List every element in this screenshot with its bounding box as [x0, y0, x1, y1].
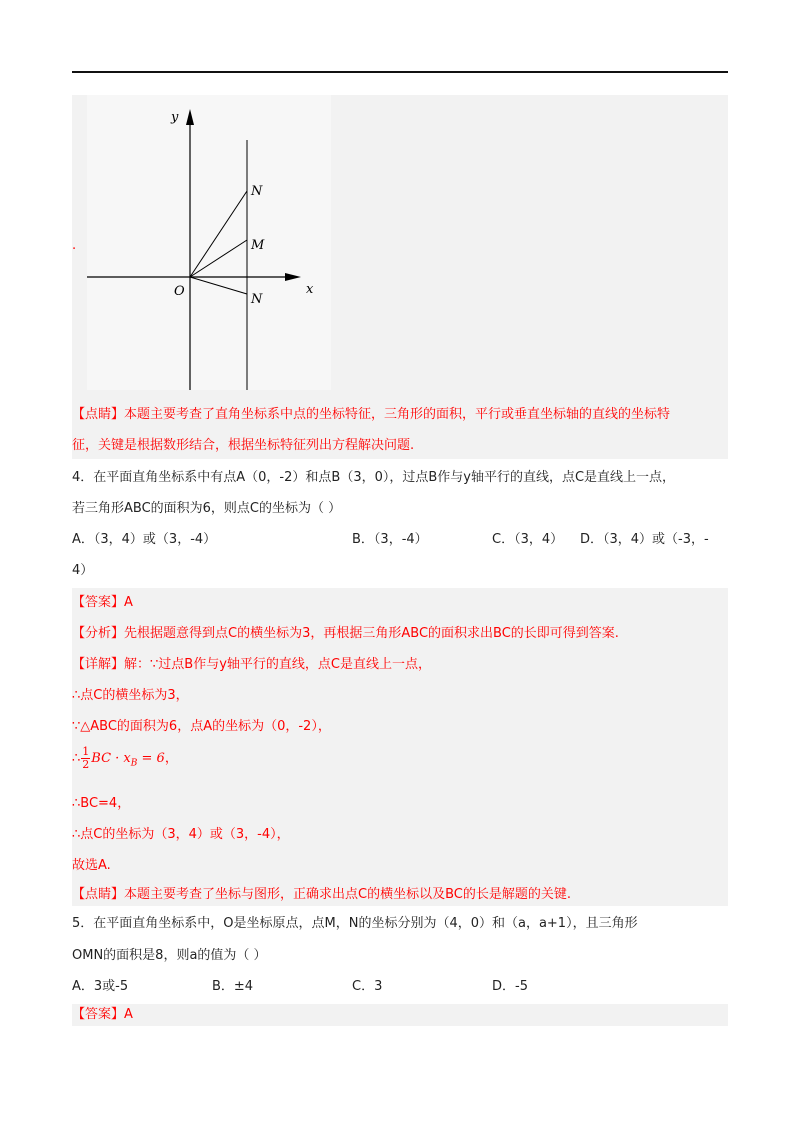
q4-detail-line5: ∴BC=4， [72, 796, 131, 811]
q4-detail-line6: ∴点C的坐标为（3，4）或（3，-4）， [72, 827, 290, 842]
q4-analysis-text: 先根据题意得到点C的横坐标为3，再根据三角形ABC的面积求出BC的长即可得到答案. [124, 626, 619, 641]
segment-on-lower [190, 277, 247, 294]
q4-eq-sub: B [130, 758, 138, 769]
q4-option-d-continued: 4） [72, 563, 94, 578]
x-axis-arrow [285, 273, 301, 281]
q4-detail-line3: ∵△ABC的面积为6，点A的坐标为（0，-2）， [72, 719, 331, 734]
q4-detail-line2: ∴点C的横坐标为3， [72, 688, 189, 703]
q4-option-d: D．（3，4）或（-3，- [580, 532, 709, 547]
q4-detail-line1 [72, 656, 431, 674]
q5-option-a: A．3或-5 [72, 979, 129, 994]
q4-stem-line2: 若三角形ABC的面积为6，则点C的坐标为（ ） [72, 501, 342, 516]
dianjing-3-text1: 本题主要考查了直角坐标系中点的坐标特征，三角形的面积，平行或垂直坐标轴的直线的坐标特 [124, 407, 671, 422]
point-m-label: M [251, 238, 265, 253]
q5-option-b: B．±4 [212, 979, 254, 994]
q4-dianjing [72, 886, 571, 904]
q4-analysis-tag: 【分析】 [72, 626, 125, 641]
dianjing-3-line2: 征，关键是根据数形结合，根据坐标特征列出方程解决问题. [72, 438, 415, 453]
q4-option-a: A．（3，4）或（3，-4） [72, 532, 217, 547]
q5-option-d: D．-5 [492, 979, 528, 994]
q4-eq-rhs: = 6 [137, 751, 165, 766]
q4-stem-line1: 4．在平面直角坐标系中有点A（0，-2）和点B（3，0），过点B作与y轴平行的直线，点C是直线上一点， [72, 470, 676, 485]
segment-on [190, 191, 247, 277]
dianjing-3-line1 [72, 406, 670, 424]
q5-stem-line2: OMN的面积是8，则a的值为（ ） [72, 948, 267, 963]
coordinate-figure [87, 95, 331, 390]
q4-equation [72, 744, 178, 779]
q4-option-b: B．（3，-4） [352, 532, 428, 547]
q4-eq-prefix: ∴ [72, 751, 81, 766]
q4-eq-body: BC · x [91, 751, 131, 766]
q5-answer-panel [72, 1004, 728, 1026]
q4-detail-line7: 故选A. [72, 858, 111, 873]
q4-dianjing-tag: 【点睛】 [72, 887, 125, 902]
q4-answer [72, 594, 133, 612]
q5-answer-value: A [124, 1007, 133, 1022]
figure-bullet: . [72, 238, 77, 253]
q4-eq-tail: ， [164, 751, 178, 766]
q4-answer-tag: 【答案】 [72, 595, 125, 610]
q4-eq-fraction [81, 746, 90, 771]
q4-answer-value: A [124, 595, 133, 610]
coordinate-figure-svg [87, 95, 331, 390]
q4-detail-text1: 解：∵过点B作与y轴平行的直线，点C是直线上一点， [124, 657, 431, 672]
q4-detail-tag: 【详解】 [72, 657, 125, 672]
dianjing-3-tag: 【点睛】 [72, 407, 125, 422]
point-n-upper-label: N [251, 184, 263, 199]
header-rule [72, 71, 728, 73]
segment-om [190, 240, 247, 277]
q5-answer-tag: 【答案】 [72, 1007, 125, 1022]
origin-label: O [174, 284, 185, 299]
y-axis-label: y [171, 110, 179, 125]
q5-stem-line1: 5．在平面直角坐标系中，O是坐标原点，点M，N的坐标分别为（4，0）和（a，a+1），且三角形 [72, 916, 638, 931]
q5-answer [72, 1006, 133, 1024]
x-axis-label: x [306, 282, 314, 297]
q5-option-c: C．3 [352, 979, 383, 994]
y-axis-arrow [186, 109, 194, 125]
q4-dianjing-text: 本题主要考查了坐标与图形，正确求出点C的横坐标以及BC的长是解题的关键. [124, 887, 571, 902]
q4-eq-frac-num: 1 [82, 745, 90, 758]
q4-eq-frac-den: 2 [82, 758, 90, 771]
q4-option-c: C．（3，4） [492, 532, 564, 547]
q4-analysis [72, 625, 619, 643]
point-n-lower-label: N [251, 292, 263, 307]
